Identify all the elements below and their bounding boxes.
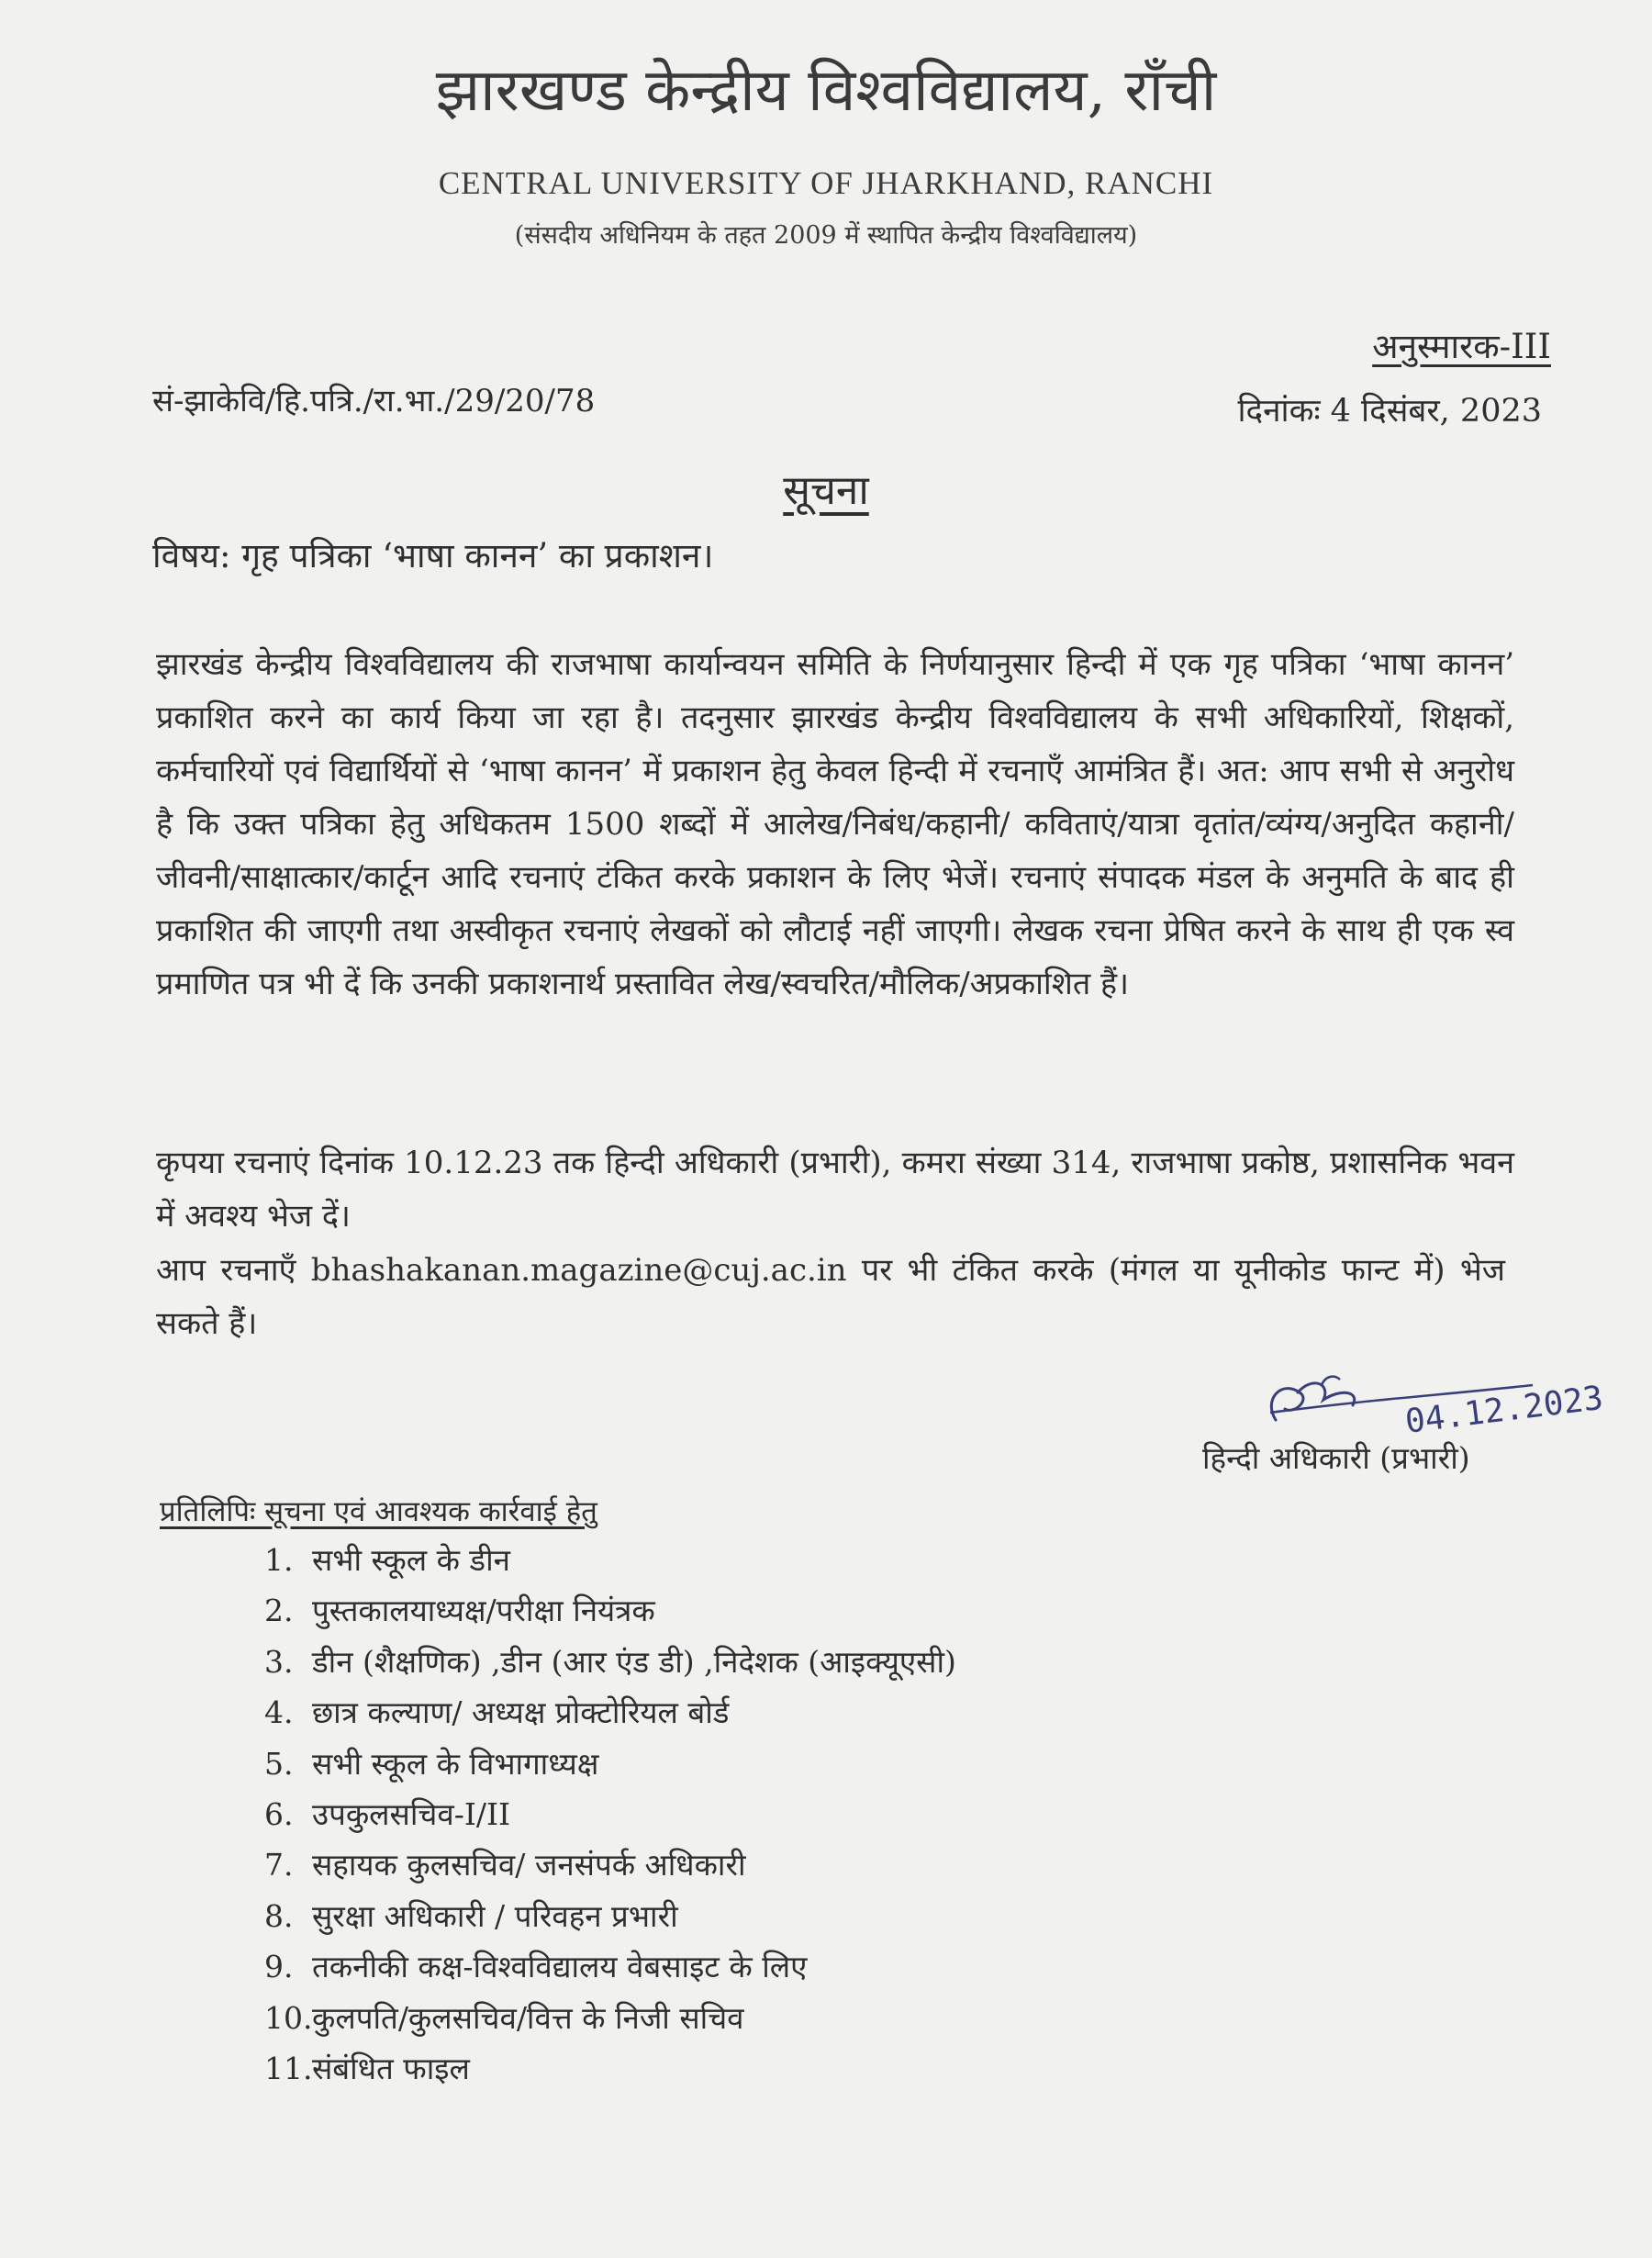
reminder-label: अनुस्मारक-III xyxy=(1372,327,1551,366)
list-item: 8. सुरक्षा अधिकारी / परिवहन प्रभारी xyxy=(264,1897,678,1934)
list-item: 9. तकनीकी कक्ष-विश्वविद्यालय वेबसाइट के लिए xyxy=(264,1949,808,1985)
notice-date: दिनांकः 4 दिसंबर, 2023 xyxy=(1237,393,1542,430)
signature-date: 04.12.2023 xyxy=(1402,1379,1605,1441)
list-item: 2. पुस्तकालयाध्यक्ष/परीक्षा नियंत्रक xyxy=(264,1593,655,1629)
list-item: 3. डीन (शैक्षणिक) ,डीन (आर एंड डी) ,निदेशक (आइक्यूएसी) xyxy=(264,1643,956,1680)
notice-paragraph: आप रचनाएँ bhashakanan.magazine@cuj.ac.in पर भी टंकित करके (मंगल या यूनीकोड फान्ट में) भेज सकते हैं। xyxy=(156,1252,1505,1342)
list-item: 11.संबंधित फाइल xyxy=(264,2050,470,2086)
university-title-english: CENTRAL UNIVERSITY OF JHARKHAND, RANCHI xyxy=(438,165,1214,201)
notice-heading: सूचना xyxy=(783,467,869,514)
university-subtitle: (संसदीय अधिनियम के तहत 2009 में स्थापित केन्द्रीय विश्वविद्यालय) xyxy=(514,221,1138,250)
notice-subject: विषय: गृह पत्रिका ‘भाषा कानन’ का प्रकाशन। xyxy=(152,536,714,576)
signature-icon xyxy=(1257,1372,1643,1446)
notice-paragraph: कृपया रचनाएं दिनांक 10.12.23 तक हिन्दी अधिकारी (प्रभारी), कमरा संख्या 314, राजभाषा प्रकोष्ठ, प्रशासनिक भवन में अवश्य भेज दें। xyxy=(156,1145,1514,1235)
list-item: 7. सहायक कुलसचिव/ जनसंपर्क अधिकारी xyxy=(264,1847,746,1884)
list-item: 4. छात्र कल्याण/ अध्यक्ष प्रोक्टोरियल बोर्ड xyxy=(264,1694,730,1731)
notice-paragraph: झारखंड केन्द्रीय विश्वविद्यालय की राजभाषा कार्यान्वयन समिति के निर्णयानुसार हिन्दी में एक गृह पत्रिका ‘भाषा कानन’ प्रकाशित करने का कार्य किया जा रहा है। तदनुसार झारखंड केन्द्रीय विश्वविद्यालय के सभी अधिकारियों, शिक्षकों, कर्मचारियों एवं विद्यार्थियों से ‘भाषा कानन’ में प्रकाशन हेतु केवल हिन्दी में रचनाएँ आमंत्रित हैं। अत: आप सभी से अनुरोध है कि उक्त पत्रिका हेतु अधिकतम 1500 शब्दों में आलेख/निबंध/कहानी/ कविताएं/यात्रा वृतांत/व्यंग्य/अनुदित कहानी/जीवनी/साक्षात्कार/कार्टून आदि रचनाएं टंकित करके प्रकाशन के लिए भेजें। रचनाएं संपादक मंडल के अनुमति के बाद ही प्रकाशित की जाएगी तथा अस्वीकृत रचनाएं लेखकों को लौटाई नहीं जाएगी। लेखक रचना प्रेषित करने के साथ ही एक स्व प्रमाणित पत्र भी दें कि उनकी प्रकाशनार्थ प्रस्तावित लेख/स्वचरित/मौलिक/अप्रकाशित हैं। xyxy=(156,646,1514,1002)
signatory-designation: हिन्दी अधिकारी (प्रभारी) xyxy=(1202,1440,1470,1476)
reference-number: सं-झाकेवि/हि.पत्रि./रा.भा./29/20/78 xyxy=(152,383,596,419)
list-item: 1. सभी स्कूल के डीन xyxy=(264,1542,510,1578)
copy-to-heading: प्रतिलिपिः सूचना एवं आवश्यक कार्रवाई हेतु xyxy=(160,1495,597,1528)
list-item: 6. उपकुलसचिव-I/II xyxy=(264,1795,511,1832)
copy-to-list xyxy=(264,1535,956,2094)
university-title-hindi: झारखण्ड केन्द्रीय विश्वविद्यालय, राँची xyxy=(435,57,1217,125)
list-item: 10.कुलपति/कुलसचिव/वित्त के निजी सचिव xyxy=(264,1999,744,2036)
list-item: 5. सभी स्कूल के विभागाध्यक्ष xyxy=(264,1745,599,1782)
